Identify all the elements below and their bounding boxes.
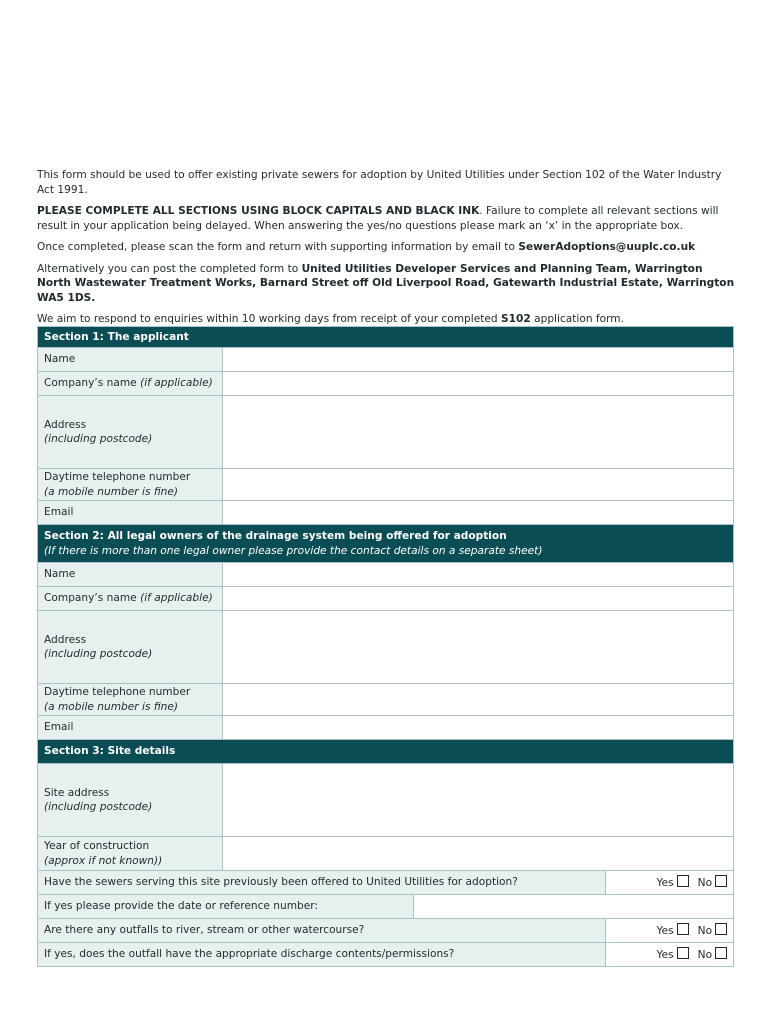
s2-company-field[interactable] [223, 587, 734, 611]
label-text: Daytime telephone number [44, 471, 191, 483]
label-text: Address [44, 633, 87, 646]
intro-paragraph-5 [37, 312, 737, 327]
section-3-title: Section 3: Site details [44, 745, 176, 758]
label-text: Email [44, 721, 74, 734]
s1-name-label [38, 348, 223, 372]
intro-paragraph-2 [37, 204, 737, 233]
s3-q2-label [38, 919, 606, 943]
s2-email-field[interactable] [223, 716, 734, 740]
q3-no-checkbox[interactable] [715, 947, 727, 959]
label-text: Site address [44, 786, 110, 799]
label-text: Company’s name [44, 377, 141, 390]
intro-p5-end: application form. [530, 313, 624, 325]
s2-phone-label [38, 684, 223, 716]
s1-address-field[interactable] [223, 396, 734, 469]
s1-company-label [38, 372, 223, 396]
intro-paragraph-4 [37, 262, 737, 306]
section-2-subtitle: (If there is more than one legal owner please provide the contact details on a separate sheet) [44, 544, 543, 557]
s1-email-label [38, 501, 223, 525]
email-address[interactable]: SewerAdoptions@uuplc.co.uk [518, 241, 696, 253]
s2-address-label [38, 611, 223, 684]
s1-phone-label [38, 469, 223, 501]
s3-q1-answer [606, 871, 734, 895]
intro-p4-text: Alternatively you can post the completed form to [37, 262, 302, 275]
question-text: Have the sewers serving this site previously been offered to United Utilities for adoption? [44, 876, 518, 889]
label-hint: (if applicable) [140, 377, 213, 390]
label-hint: (a mobile number is fine) [44, 700, 179, 713]
section-2-title: Section 2: All legal owners of the drainage system being offered for adoption [44, 530, 507, 542]
intro-paragraph-1 [37, 168, 737, 197]
s3-q3-label [38, 943, 606, 967]
section-2-header [38, 525, 734, 563]
intro-text [37, 168, 737, 334]
question-text: If yes please provide the date or reference number: [44, 900, 319, 913]
label-text: Daytime telephone number [44, 686, 191, 698]
s3-q1-label [38, 871, 606, 895]
s1-phone-field[interactable] [223, 469, 734, 501]
s3-year-field[interactable] [223, 837, 734, 871]
label-hint: (a mobile number is fine) [44, 485, 179, 498]
label-hint: (approx if not known)) [44, 854, 163, 867]
question-text: If yes, does the outfall have the appropriate discharge contents/permissions? [44, 948, 455, 961]
label-text: Address [44, 418, 87, 431]
s3-q3-answer [606, 943, 734, 967]
no-label: No [697, 876, 713, 889]
s1-email-field[interactable] [223, 501, 734, 525]
form-code: S102 [501, 313, 531, 325]
application-form-table [37, 326, 734, 967]
s1-address-label [38, 396, 223, 469]
s3-q1b-label [38, 895, 414, 919]
postal-address: United Utilities Developer Services and Planning Team, Warrington North Wastewater Treatment Works, Barnard Street off Old Liverpool Road, Gatewarth Industrial Estate, Warrington WA5 1DS. [37, 262, 735, 304]
s3-q2-answer [606, 919, 734, 943]
no-label: No [697, 924, 713, 937]
label-text: Company’s name [44, 592, 141, 605]
yes-label: Yes [656, 924, 674, 937]
s2-address-field[interactable] [223, 611, 734, 684]
q1-yes-checkbox[interactable] [677, 875, 689, 887]
intro-p2-rest: . Failure to complete all relevant sections will result in your application being delayed. When answering the yes/no questions please mark an ‘x’ in the appropriate box. [37, 205, 719, 232]
s1-name-field[interactable] [223, 348, 734, 372]
question-text: Are there any outfalls to river, stream or other watercourse? [44, 924, 365, 937]
q2-no-checkbox[interactable] [715, 923, 727, 935]
label-text: Name [44, 568, 76, 581]
s2-phone-field[interactable] [223, 684, 734, 716]
s2-name-label [38, 563, 223, 587]
no-label: No [697, 948, 713, 961]
s3-site-address-label [38, 764, 223, 837]
yes-label: Yes [656, 948, 674, 961]
s3-year-label [38, 837, 223, 871]
s3-q1b-field[interactable] [414, 895, 734, 919]
s3-site-address-field[interactable] [223, 764, 734, 837]
label-text: Email [44, 506, 74, 519]
label-hint: (including postcode) [44, 648, 153, 660]
s2-company-label [38, 587, 223, 611]
s2-name-field[interactable] [223, 563, 734, 587]
section-3-header [38, 740, 734, 764]
q2-yes-checkbox[interactable] [677, 923, 689, 935]
label-hint: (including postcode) [44, 801, 153, 813]
intro-p3-text: Once completed, please scan the form and return with supporting information by email to [37, 241, 519, 253]
s2-email-label [38, 716, 223, 740]
q3-yes-checkbox[interactable] [677, 947, 689, 959]
intro-p5-text: We aim to respond to enquiries within 10 working days from receipt of your completed [37, 313, 501, 325]
yes-label: Yes [656, 876, 674, 889]
intro-paragraph-3 [37, 240, 737, 255]
q1-no-checkbox[interactable] [715, 875, 727, 887]
section-1-title: Section 1: The applicant [44, 330, 189, 343]
label-hint: (if applicable) [140, 592, 213, 605]
s1-company-field[interactable] [223, 372, 734, 396]
label-hint: (including postcode) [44, 433, 153, 445]
section-1-header [38, 327, 734, 348]
intro-p1: This form should be used to offer existing private sewers for adoption by United Utilities under Section 102 of the Water Industry Act 1991. [37, 169, 722, 196]
label-text: Year of construction [44, 840, 150, 852]
label-text: Name [44, 353, 76, 366]
intro-p2-bold: PLEASE COMPLETE ALL SECTIONS USING BLOCK CAPITALS AND BLACK INK [37, 205, 480, 217]
